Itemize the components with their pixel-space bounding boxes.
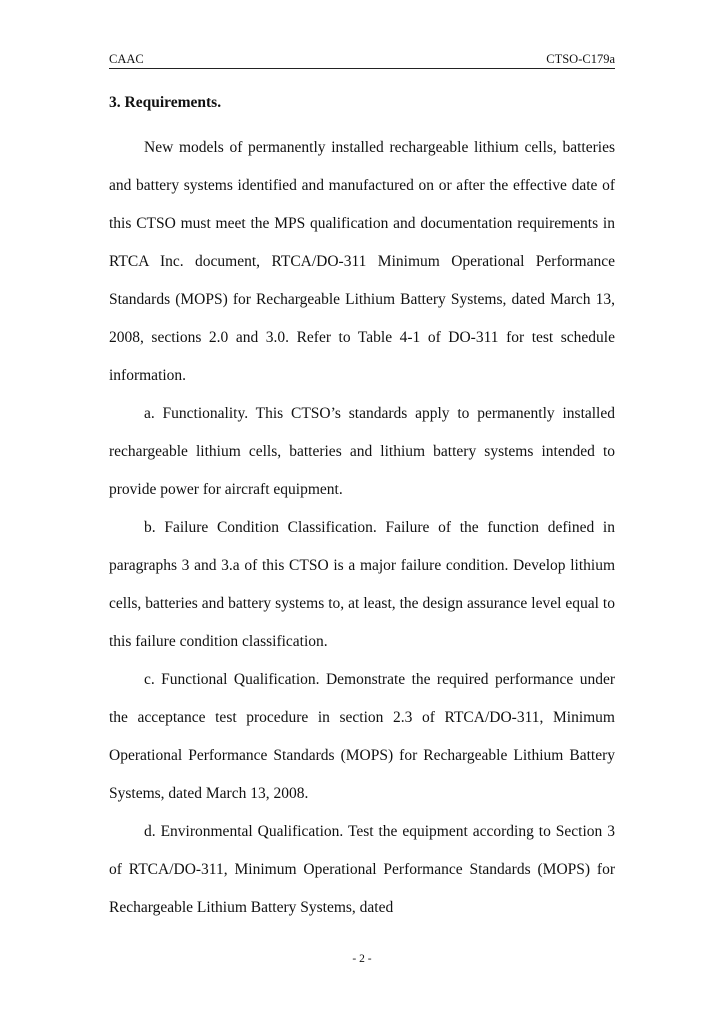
section-heading: 3. Requirements. xyxy=(109,94,222,111)
paragraph-functional-qualification: c. Functional Qualification. Demonstrate the required performance under the acceptance test procedure in section 2.3 of RTCA/DO-311, Minimum Operational Performance Standards (MOPS) for Rechargeable Lithium Battery Systems, dated March 13, 2008. xyxy=(109,671,615,802)
header-organization: CAAC xyxy=(109,52,144,66)
page-number: - 2 - xyxy=(352,953,372,965)
paragraph-environmental-qualification: d. Environmental Qualification. Test the equipment according to Section 3 of RTCA/DO-311, Minimum Operational Performance Standards (MOPS) for Rechargeable Lithium Battery Systems, dated xyxy=(109,823,615,916)
paragraph-requirements-intro: New models of permanently installed rechargeable lithium cells, batteries and battery systems identified and manufactured on or after the effective date of this CTSO must meet the MPS qualification and documentation requirements in RTCA Inc. document, RTCA/DO-311 Minimum Operational Performance Standards (MOPS) for Rechargeable Lithium Battery Systems, dated March 13, 2008, sections 2.0 and 3.0. Refer to Table 4-1 of DO-311 for test schedule information. xyxy=(109,139,615,384)
page-content xyxy=(109,91,615,927)
header-document-id: CTSO-C179a xyxy=(546,52,615,66)
page-header xyxy=(109,52,615,69)
paragraph-failure-condition: b. Failure Condition Classification. Failure of the function defined in paragraphs 3 and 3.a of this CTSO is a major failure condition. Develop lithium cells, batteries and battery systems to, at least, the design assurance level equal to this failure condition classification. xyxy=(109,519,615,650)
paragraph-functionality: a. Functionality. This CTSO’s standards apply to permanently installed rechargeable lithium cells, batteries and lithium battery systems intended to provide power for aircraft equipment. xyxy=(109,405,615,498)
